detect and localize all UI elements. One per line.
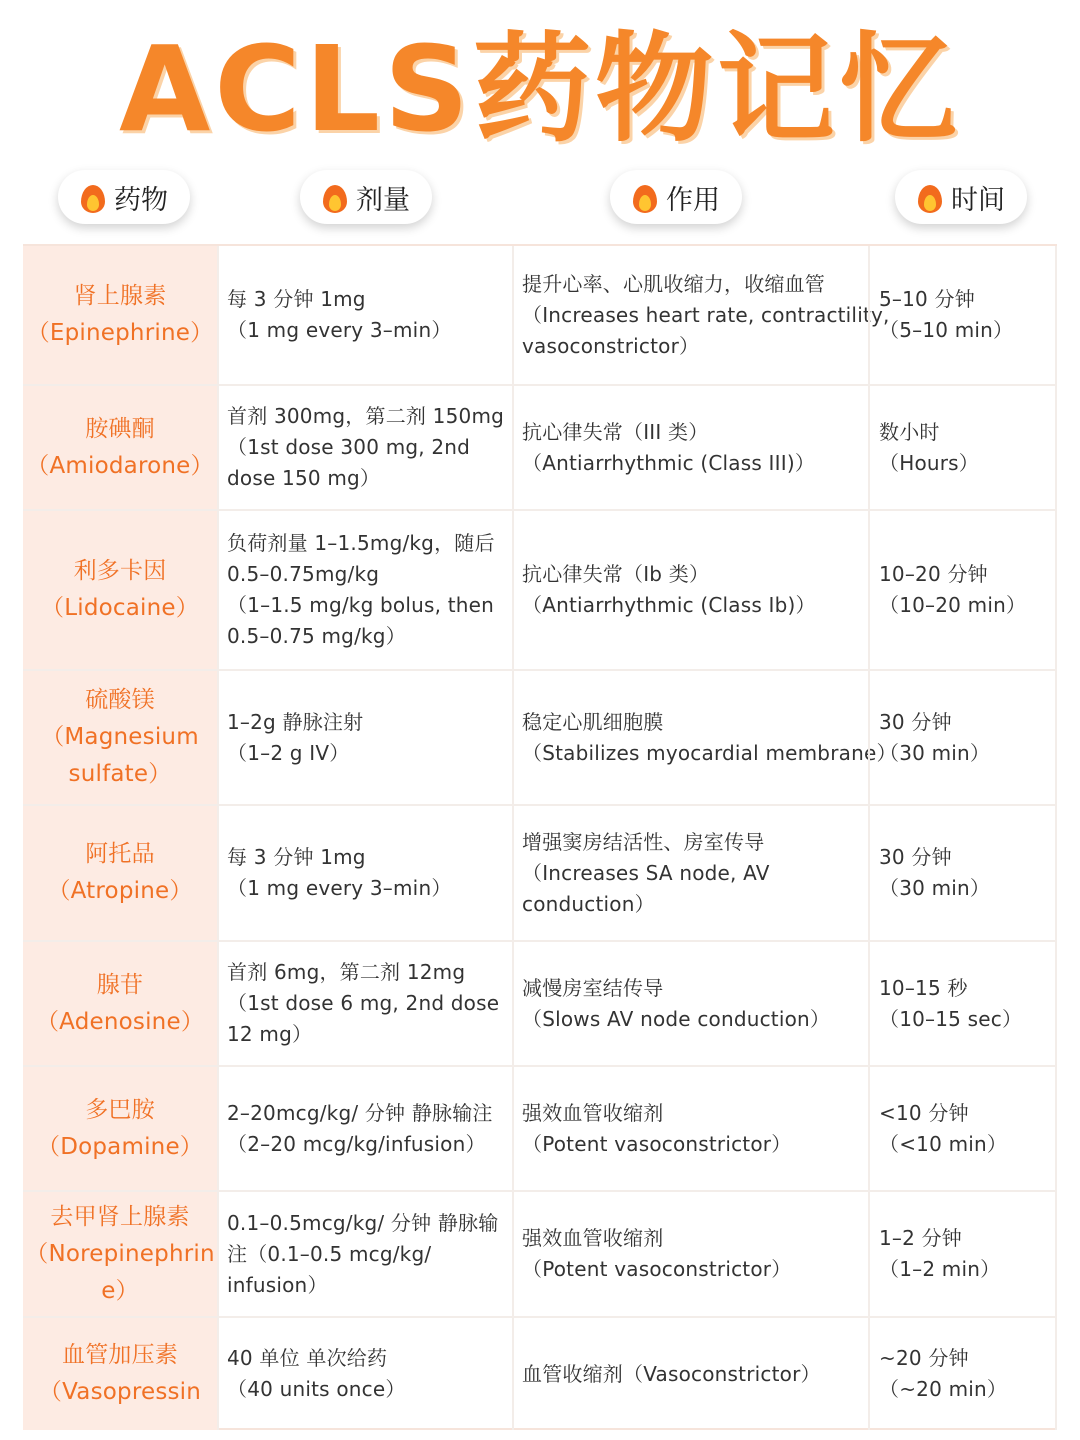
dose-cell [217, 671, 512, 804]
header-dose [300, 170, 432, 224]
dose-cell [217, 806, 512, 940]
time-line: （10–15 sec） [879, 1006, 1023, 1031]
dose-line: 12 mg） [227, 1022, 313, 1046]
time-cell [868, 1318, 1057, 1430]
header-drug-label: 药物 [114, 184, 168, 216]
dose-cell [217, 1067, 512, 1190]
action-cell [512, 1318, 868, 1430]
time-line: （~20 min） [879, 1377, 1008, 1401]
drug-name-line: 去甲肾上腺素 [50, 1203, 190, 1230]
drug-name-line: 胺碘酮 [85, 415, 155, 442]
drug-name-cell [23, 511, 217, 669]
time-line: （5–10 min） [879, 318, 1014, 342]
action-cell [512, 1192, 868, 1316]
drug-name-cell [23, 671, 217, 804]
time-line: 1–2 分钟 [879, 1226, 963, 1250]
dose-cell [217, 511, 512, 669]
action-line: （Increases heart rate, contractility, [522, 302, 890, 327]
drug-name-line: （Lidocaine） [41, 595, 199, 621]
time-cell [868, 671, 1057, 804]
dose-cell [217, 1192, 512, 1316]
action-line: 提升心率、心肌收缩力，收缩血管 [522, 271, 825, 296]
action-line: （Increases SA node, AV [522, 860, 770, 885]
action-line: （Antiarrhythmic (Class III)） [522, 450, 816, 475]
drug-name-cell [23, 386, 217, 509]
action-line: （Slows AV node conduction） [522, 1006, 831, 1031]
dose-cell [217, 1318, 512, 1430]
table-row [23, 511, 1057, 671]
drug-name-line: 多巴胺 [85, 1096, 155, 1123]
page-title: ACLS药物记忆 [118, 20, 962, 158]
dose-line: （2–20 mcg/kg/infusion） [227, 1131, 486, 1156]
drug-name-line: （Adenosine） [35, 1008, 205, 1035]
table-row [23, 246, 1057, 386]
drug-name-cell [23, 246, 217, 384]
dose-line: 0.5–0.75 mg/kg） [227, 624, 406, 648]
action-line: 抗心律失常（III 类） [522, 419, 709, 444]
drug-name-line: （Magnesium [41, 724, 199, 750]
time-cell [868, 246, 1057, 384]
time-line: 30 分钟 [879, 845, 952, 869]
drug-table [23, 244, 1057, 1430]
drug-name-line: 利多卡因 [73, 558, 167, 584]
action-cell [512, 671, 897, 804]
action-line: 减慢房室结传导 [522, 975, 664, 1000]
header-time [895, 170, 1027, 224]
action-cell [512, 246, 890, 384]
drug-name-cell [23, 1192, 217, 1316]
drug-name-line: e） [101, 1277, 139, 1304]
time-line: 10–15 秒 [879, 975, 968, 1000]
drug-name-line: 腺苷 [96, 971, 144, 998]
dose-line: （1 mg every 3–min） [227, 318, 452, 342]
drug-name-line: （Norepinephrin [25, 1240, 215, 1267]
time-cell [868, 942, 1057, 1065]
header-drug [58, 170, 190, 224]
drug-name-line: （Atropine） [47, 878, 193, 904]
dose-line: （1–2 g IV） [227, 740, 350, 765]
action-line: 血管收缩剂（Vasoconstrictor） [522, 1361, 821, 1386]
dose-line: 每 3 分钟 1mg [227, 845, 366, 869]
action-line: conduction） [522, 891, 655, 916]
drug-name-line: （Dopamine） [37, 1133, 203, 1160]
time-cell [868, 511, 1057, 669]
action-line: 强效血管收缩剂 [522, 1100, 664, 1125]
dose-line: 首剂 6mg，第二剂 12mg [227, 960, 466, 984]
time-line: （30 min） [879, 740, 991, 765]
drug-name-cell [23, 1067, 217, 1190]
action-line: vasoconstrictor） [522, 333, 700, 358]
fire-icon [80, 181, 106, 213]
dose-line: 0.5–0.75mg/kg [227, 562, 380, 586]
fire-icon [917, 181, 943, 213]
drug-name-line: 阿托品 [85, 841, 155, 867]
dose-line: infusion） [227, 1272, 328, 1297]
drug-name-line: 肾上腺素 [73, 283, 167, 309]
dose-line: 1–2g 静脉注射 [227, 709, 364, 734]
dose-cell [217, 942, 512, 1065]
dose-line: 负荷剂量 1–1.5mg/kg，随后 [227, 531, 495, 555]
action-cell [512, 1067, 868, 1190]
action-line: （Antiarrhythmic (Class Ib)） [522, 593, 816, 617]
dose-line: 首剂 300mg，第二剂 150mg [227, 404, 505, 428]
action-line: 抗心律失常（Ib 类） [522, 562, 710, 586]
dose-line: （1st dose 6 mg, 2nd dose [227, 991, 500, 1015]
dose-line: （1 mg every 3–min） [227, 876, 452, 900]
drug-name-cell [23, 806, 217, 940]
action-line: （Potent vasoconstrictor） [522, 1257, 792, 1281]
time-line: 30 分钟 [879, 709, 952, 734]
time-cell [868, 806, 1057, 940]
time-cell [868, 386, 1057, 509]
time-line: （Hours） [879, 450, 979, 475]
action-line: （Stabilizes myocardial membrane） [522, 740, 897, 765]
action-cell [512, 942, 868, 1065]
time-line: （30 min） [879, 876, 991, 900]
time-line: ~20 分钟 [879, 1346, 969, 1370]
dose-line: 40 单位 单次给药 [227, 1346, 388, 1370]
drug-name-line: 硫酸镁 [85, 687, 155, 713]
time-line: 5–10 分钟 [879, 287, 975, 311]
dose-line: 0.1–0.5mcg/kg/ 分钟 静脉输 [227, 1210, 499, 1235]
table-row [23, 942, 1057, 1067]
table-row [23, 1067, 1057, 1192]
drug-name-line: 血管加压素 [62, 1342, 178, 1368]
drug-name-line: （Epinephrine） [26, 320, 214, 346]
table-row [23, 1192, 1057, 1318]
action-line: 强效血管收缩剂 [522, 1226, 664, 1250]
header-dose-label: 剂量 [356, 184, 410, 216]
table-row [23, 806, 1057, 942]
time-line: 数小时 [879, 419, 940, 444]
time-line: （10–20 min） [879, 593, 1027, 617]
action-cell [512, 386, 868, 509]
dose-cell [217, 246, 512, 384]
action-line: 稳定心肌细胞膜 [522, 709, 664, 734]
dose-line: （40 units once） [227, 1377, 406, 1401]
time-line: （<10 min） [879, 1131, 1008, 1156]
action-line: （Potent vasoconstrictor） [522, 1131, 792, 1156]
fire-icon [632, 181, 658, 213]
time-line: <10 分钟 [879, 1100, 969, 1125]
time-line: 10–20 分钟 [879, 562, 988, 586]
action-cell [512, 806, 868, 940]
dose-line: （1–1.5 mg/kg bolus, then [227, 593, 495, 617]
header-action-label: 作用 [666, 184, 720, 216]
dose-line: 注（0.1–0.5 mcg/kg/ [227, 1241, 432, 1266]
drug-name-cell [23, 942, 217, 1065]
time-cell [868, 1192, 1057, 1316]
time-line: （1–2 min） [879, 1257, 1001, 1281]
header-action [610, 170, 742, 224]
dose-line: （1st dose 300 mg, 2nd [227, 435, 471, 459]
drug-name-line: （Vasopressin [38, 1379, 202, 1405]
drug-name-line: sulfate） [68, 761, 172, 787]
fire-icon [322, 181, 348, 213]
table-row [23, 386, 1057, 511]
dose-line: 每 3 分钟 1mg [227, 287, 366, 311]
table-row [23, 1318, 1057, 1430]
dose-cell [217, 386, 512, 509]
table-row [23, 671, 1057, 806]
action-line: 增强窦房结活性、房室传导 [522, 829, 765, 854]
action-cell [512, 511, 868, 669]
time-cell [868, 1067, 1057, 1190]
dose-line: dose 150 mg） [227, 466, 381, 490]
drug-name-cell [23, 1318, 217, 1430]
header-time-label: 时间 [951, 184, 1005, 216]
drug-name-line: （Amiodarone） [26, 452, 214, 479]
dose-line: 2–20mcg/kg/ 分钟 静脉输注 [227, 1100, 493, 1125]
